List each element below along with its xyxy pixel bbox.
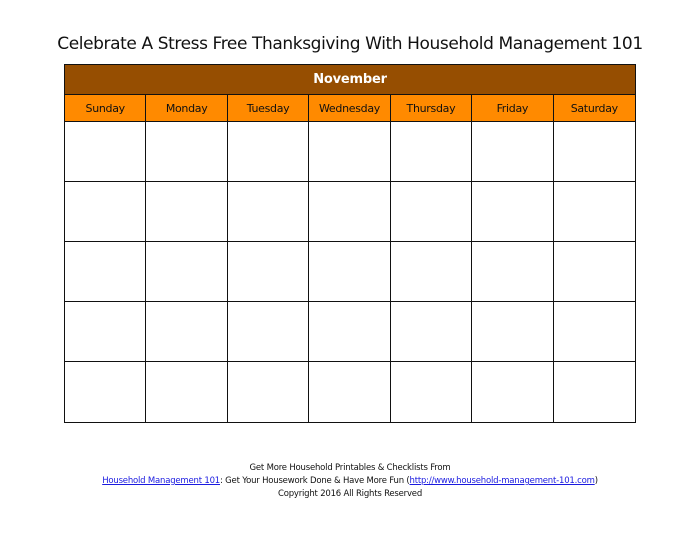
calendar-grid <box>64 64 636 423</box>
day-header-wednesday: Wednesday <box>309 95 390 121</box>
page-title: Celebrate A Stress Free Thanksgiving With Household Management 101 <box>57 34 643 54</box>
day-cell <box>554 302 635 362</box>
day-cell <box>228 362 309 422</box>
day-cell <box>391 302 472 362</box>
day-header-thursday: Thursday <box>391 95 472 121</box>
day-cell <box>228 302 309 362</box>
day-cell <box>472 362 553 422</box>
day-cell <box>228 242 309 302</box>
day-cell <box>472 122 553 182</box>
copyright-text: Copyright 2016 All Rights Reserved <box>277 489 423 499</box>
footer <box>0 462 700 501</box>
calendar-weeks <box>65 122 635 422</box>
day-cell <box>472 242 553 302</box>
day-cell <box>309 362 390 422</box>
day-cell <box>65 122 146 182</box>
day-cell <box>391 362 472 422</box>
day-cell <box>554 242 635 302</box>
day-cell <box>391 122 472 182</box>
day-cell <box>391 182 472 242</box>
day-cell <box>554 182 635 242</box>
day-cell <box>554 122 635 182</box>
day-cell <box>146 242 227 302</box>
day-header-friday: Friday <box>472 95 553 121</box>
day-cell <box>65 182 146 242</box>
day-header-saturday: Saturday <box>570 101 618 115</box>
day-of-week-header-row <box>65 95 635 122</box>
footer-line-2-end: ) <box>594 476 598 486</box>
day-cell <box>228 182 309 242</box>
footer-tagline: : Get Your Housework Done & Have More Fun ( <box>220 476 410 486</box>
day-cell <box>472 302 553 362</box>
site-link[interactable]: Household Management 101 <box>102 476 220 486</box>
day-cell <box>65 242 146 302</box>
day-cell <box>228 122 309 182</box>
day-cell <box>309 242 390 302</box>
day-cell <box>309 182 390 242</box>
day-cell <box>309 302 390 362</box>
day-cell <box>391 242 472 302</box>
day-cell <box>146 182 227 242</box>
day-cell <box>472 182 553 242</box>
day-header-monday: Monday <box>146 95 227 121</box>
url-link[interactable]: http://www.household-management-101.com <box>409 476 595 486</box>
footer-line-2 <box>0 475 700 488</box>
day-cell <box>309 122 390 182</box>
day-cell <box>146 362 227 422</box>
day-cell <box>146 302 227 362</box>
day-cell <box>146 122 227 182</box>
day-cell <box>65 362 146 422</box>
day-header-sunday: Sunday <box>65 95 146 121</box>
month-header: November <box>65 65 635 95</box>
day-header-tuesday: Tuesday <box>228 95 309 121</box>
footer-line-1: Get More Household Printables & Checklists From <box>249 463 451 473</box>
day-cell <box>554 362 635 422</box>
day-cell <box>65 302 146 362</box>
